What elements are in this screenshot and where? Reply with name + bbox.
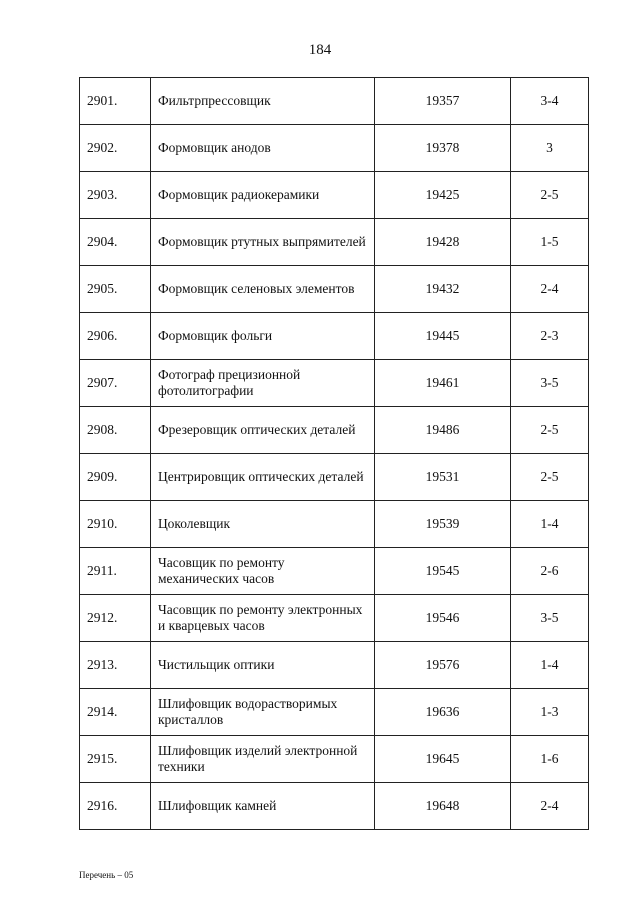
profession-name: Часовщик по ремонту механических часов xyxy=(151,548,375,595)
profession-code: 19425 xyxy=(375,172,511,219)
profession-name: Формовщик ртутных выпрямителей xyxy=(151,219,375,266)
table-row xyxy=(80,266,589,313)
row-number: 2908. xyxy=(80,407,151,454)
row-number: 2906. xyxy=(80,313,151,360)
row-number: 2910. xyxy=(80,501,151,548)
grade-range: 2-5 xyxy=(511,172,589,219)
profession-code: 19576 xyxy=(375,642,511,689)
grade-range: 1-6 xyxy=(511,736,589,783)
grade-range: 2-4 xyxy=(511,266,589,313)
footer-note: Перечень – 05 xyxy=(79,870,134,880)
grade-range: 3 xyxy=(511,125,589,172)
table-row xyxy=(80,313,589,360)
row-number: 2912. xyxy=(80,595,151,642)
grade-range: 1-5 xyxy=(511,219,589,266)
row-number: 2915. xyxy=(80,736,151,783)
profession-name: Центрировщик оптических деталей xyxy=(151,454,375,501)
grade-range: 2-5 xyxy=(511,454,589,501)
profession-name: Шлифовщик камней xyxy=(151,783,375,830)
grade-range: 2-3 xyxy=(511,313,589,360)
profession-name: Часовщик по ремонту электронных и кварцевых часов xyxy=(151,595,375,642)
table-row xyxy=(80,736,589,783)
table-row xyxy=(80,172,589,219)
row-number: 2916. xyxy=(80,783,151,830)
table-row xyxy=(80,407,589,454)
profession-code: 19432 xyxy=(375,266,511,313)
profession-code: 19461 xyxy=(375,360,511,407)
profession-code: 19378 xyxy=(375,125,511,172)
professions-table xyxy=(79,77,589,830)
row-number: 2907. xyxy=(80,360,151,407)
profession-code: 19636 xyxy=(375,689,511,736)
profession-code: 19648 xyxy=(375,783,511,830)
row-number: 2905. xyxy=(80,266,151,313)
table-row xyxy=(80,219,589,266)
grade-range: 3-4 xyxy=(511,78,589,125)
row-number: 2911. xyxy=(80,548,151,595)
row-number: 2914. xyxy=(80,689,151,736)
profession-code: 19545 xyxy=(375,548,511,595)
row-number: 2913. xyxy=(80,642,151,689)
row-number: 2902. xyxy=(80,125,151,172)
profession-name: Фотограф прецизионной фотолитографии xyxy=(151,360,375,407)
profession-code: 19357 xyxy=(375,78,511,125)
row-number: 2904. xyxy=(80,219,151,266)
profession-code: 19486 xyxy=(375,407,511,454)
page-number: 184 xyxy=(308,42,332,58)
grade-range: 1-3 xyxy=(511,689,589,736)
table-row xyxy=(80,501,589,548)
grade-range: 1-4 xyxy=(511,501,589,548)
grade-range: 3-5 xyxy=(511,360,589,407)
profession-name: Цоколевщик xyxy=(151,501,375,548)
profession-name: Чистильщик оптики xyxy=(151,642,375,689)
row-number: 2909. xyxy=(80,454,151,501)
table-row xyxy=(80,642,589,689)
row-number: 2903. xyxy=(80,172,151,219)
profession-name: Шлифовщик водорастворимых кристаллов xyxy=(151,689,375,736)
profession-code: 19539 xyxy=(375,501,511,548)
table-row xyxy=(80,78,589,125)
profession-code: 19445 xyxy=(375,313,511,360)
table-row xyxy=(80,125,589,172)
table-row xyxy=(80,454,589,501)
row-number: 2901. xyxy=(80,78,151,125)
table-row xyxy=(80,360,589,407)
profession-name: Шлифовщик изделий электронной техники xyxy=(151,736,375,783)
profession-name: Фильтрпрессовщик xyxy=(151,78,375,125)
profession-code: 19531 xyxy=(375,454,511,501)
table-body xyxy=(80,78,589,830)
profession-name: Формовщик фольги xyxy=(151,313,375,360)
profession-name: Формовщик анодов xyxy=(151,125,375,172)
profession-name: Формовщик селеновых элементов xyxy=(151,266,375,313)
table-row xyxy=(80,595,589,642)
grade-range: 1-4 xyxy=(511,642,589,689)
grade-range: 3-5 xyxy=(511,595,589,642)
profession-name: Фрезеровщик оптических деталей xyxy=(151,407,375,454)
profession-code: 19546 xyxy=(375,595,511,642)
grade-range: 2-6 xyxy=(511,548,589,595)
profession-code: 19645 xyxy=(375,736,511,783)
table-row xyxy=(80,689,589,736)
profession-code: 19428 xyxy=(375,219,511,266)
profession-name: Формовщик радиокерамики xyxy=(151,172,375,219)
grade-range: 2-5 xyxy=(511,407,589,454)
grade-range: 2-4 xyxy=(511,783,589,830)
table-row xyxy=(80,548,589,595)
table-row xyxy=(80,783,589,830)
